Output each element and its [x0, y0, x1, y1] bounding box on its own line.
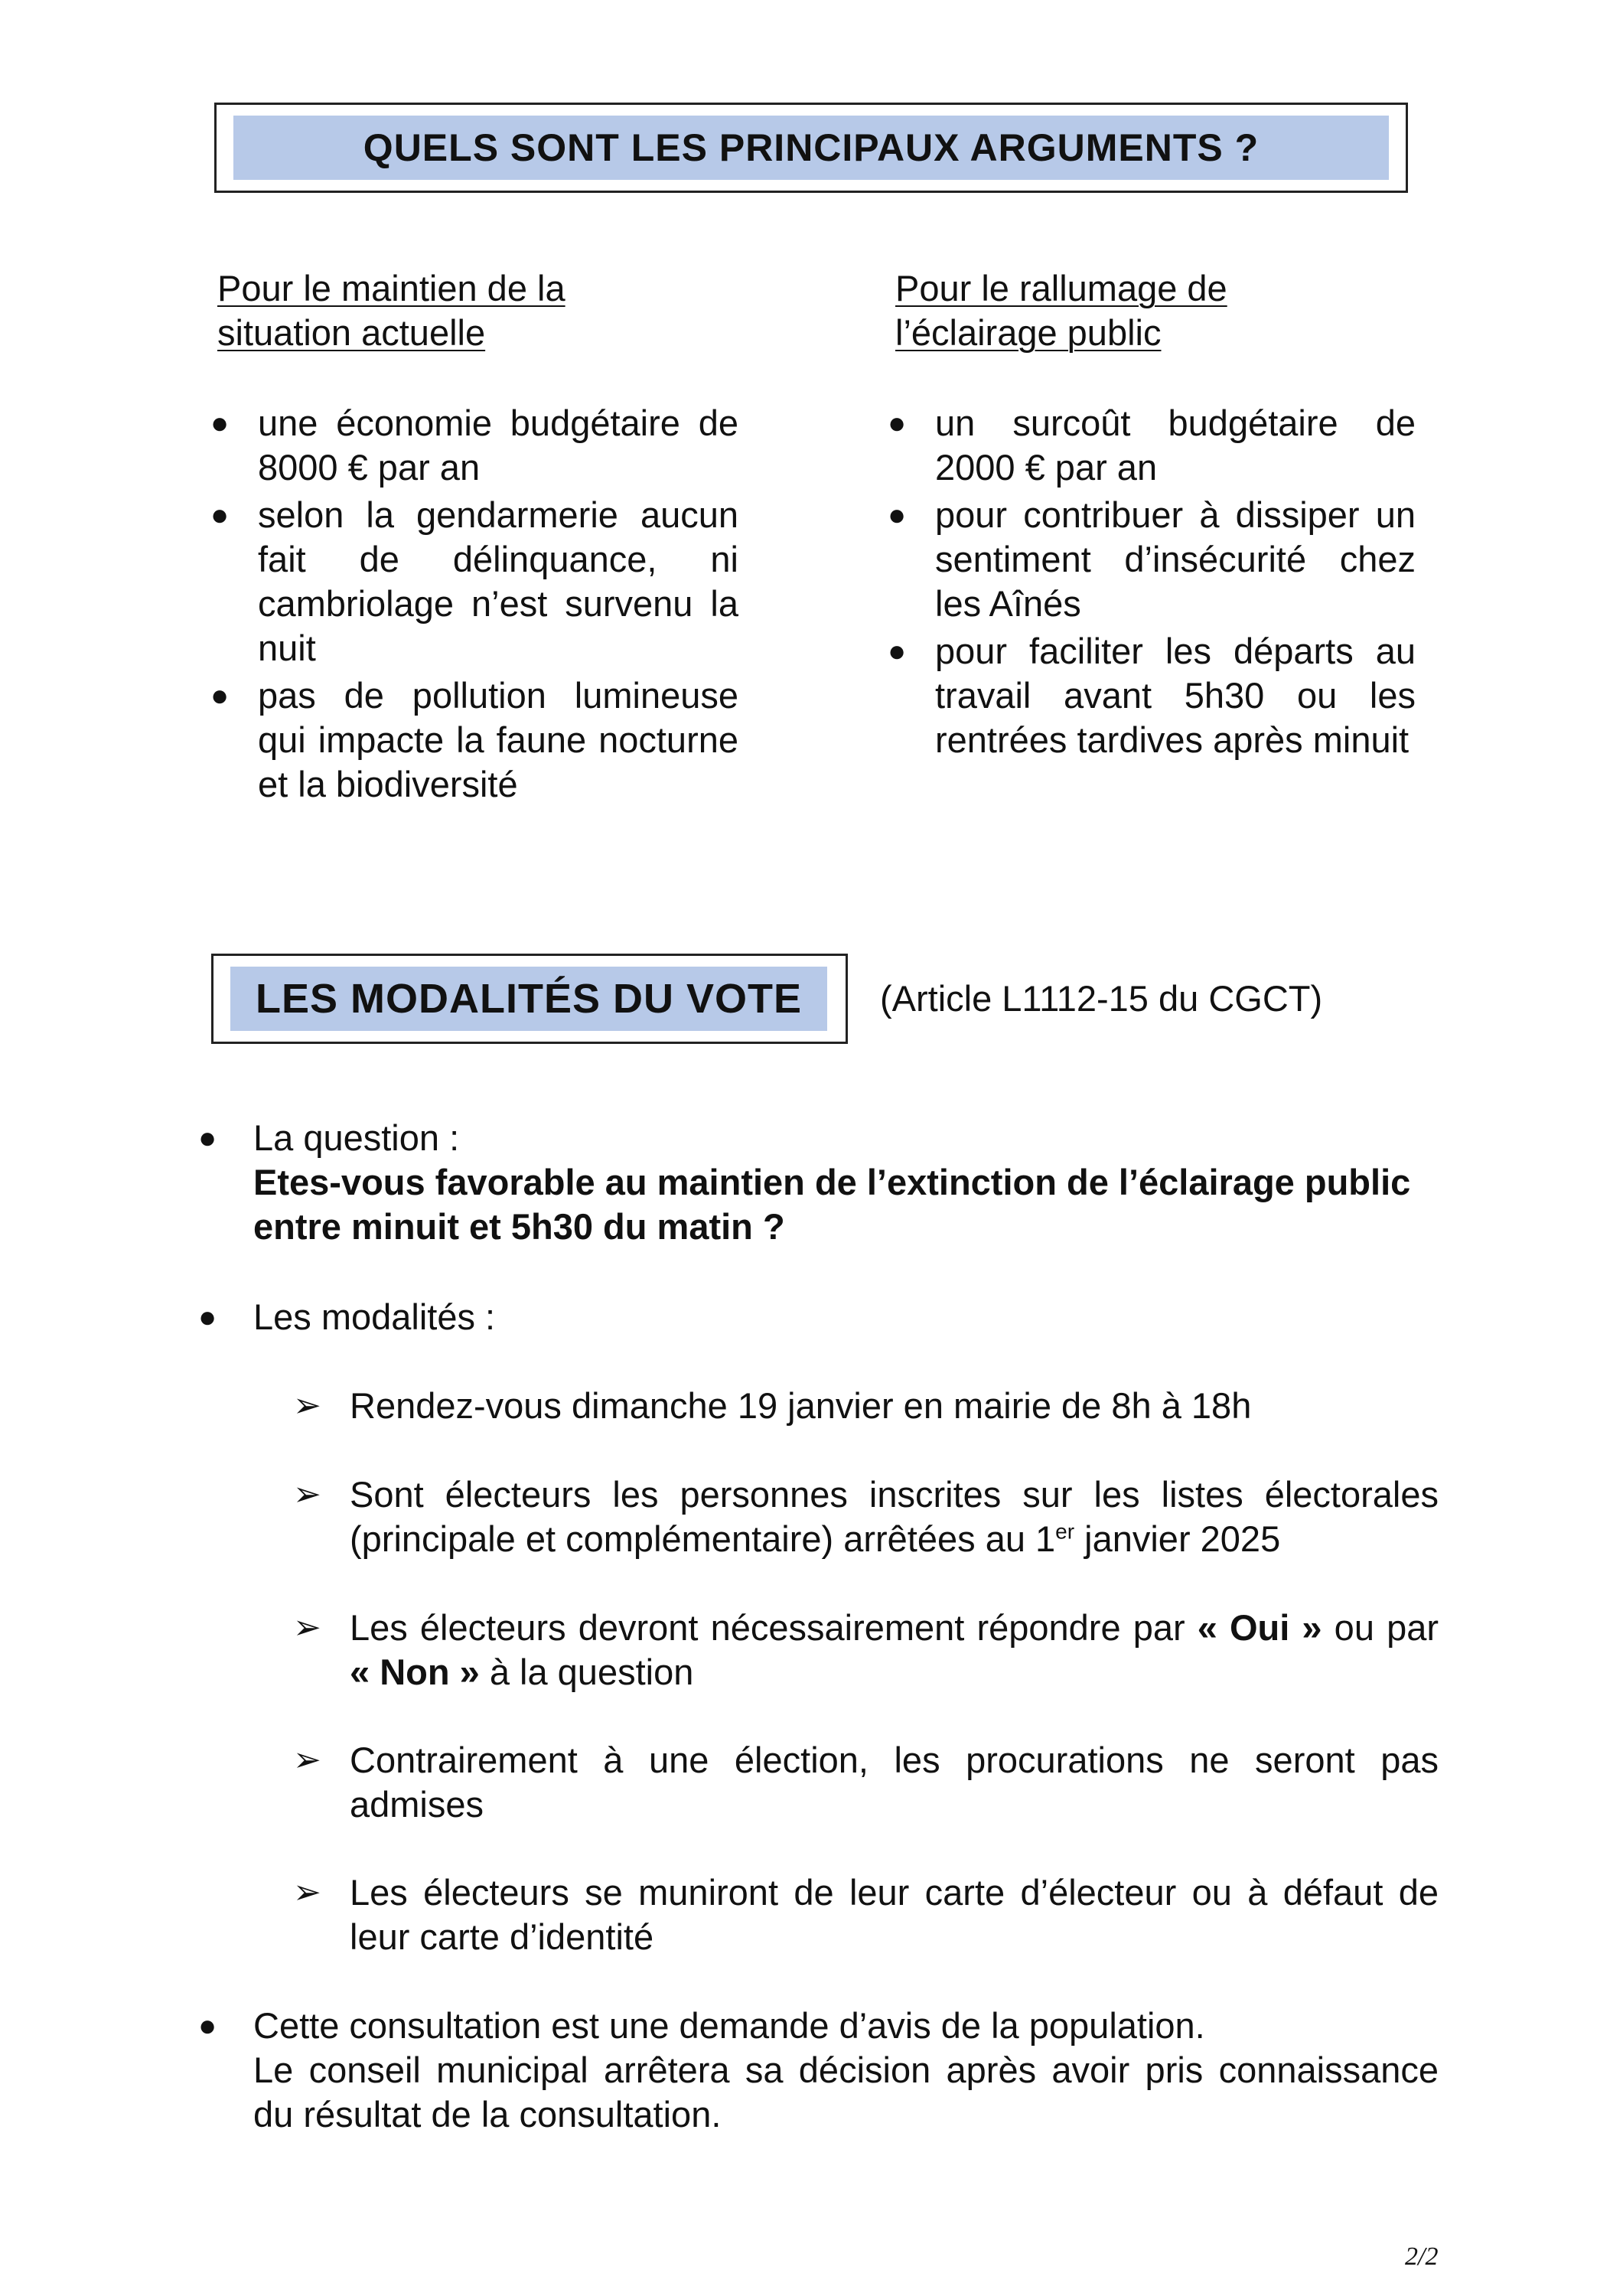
modality-item-3: ➢ Les électeurs devront nécessairement répondre par « Oui » ou par « Non » à la question: [293, 1607, 1439, 1692]
bullet-dot-icon: ●: [198, 2009, 217, 2043]
list-item: ● une économie budgétaire de 8000 € par an: [210, 403, 738, 488]
bullet-dot-icon: ●: [198, 1121, 217, 1155]
right-column-list: [888, 401, 1416, 765]
left-column-list: [210, 401, 738, 810]
list-item: ● selon la gendarmerie aucun fait de délinquance, ni cambriolage n’est survenu la nuit: [210, 494, 738, 668]
modality-item-4: ➢ Contrairement à une élection, les procurations ne seront pas admises: [293, 1740, 1439, 1825]
bullet-dot-icon: ●: [888, 634, 907, 668]
vote-heading: LES MODALITÉS DU VOTE: [230, 967, 827, 1031]
bullet-dot-icon: ●: [888, 406, 907, 440]
list-item: ● un surcoût budgétaire de 2000 € par an: [888, 403, 1416, 488]
list-item: ● pour faciliter les départs au travail avant 5h30 ou les rentrées tardives après minuit: [888, 631, 1416, 760]
bullet-dot-icon: ●: [198, 1300, 217, 1334]
modality-item-1: ➢ Rendez-vous dimanche 19 janvier en mairie de 8h à 18h: [350, 1384, 1439, 1428]
arrow-bullet-icon: ➢: [293, 1387, 321, 1424]
page-number: 2/2: [1405, 2242, 1439, 2271]
arrow-bullet-icon: ➢: [293, 1874, 321, 1911]
article-reference: (Article L1112-15 du CGCT): [880, 978, 1323, 1019]
bullet-dot-icon: ●: [210, 498, 230, 532]
modalities-label: Les modalités :: [253, 1296, 496, 1337]
arrow-bullet-icon: ➢: [293, 1741, 321, 1779]
conclusion-line-1: Cette consultation est une demande d’avis de la population.: [253, 2005, 1205, 2046]
question-item: [198, 1116, 1447, 1249]
right-column-title: Pour le rallumage de l’éclairage public: [895, 268, 1227, 353]
left-column-title: Pour le maintien de la situation actuelle: [217, 268, 565, 353]
question-label: La question :: [253, 1117, 460, 1158]
bullet-dot-icon: ●: [210, 406, 230, 440]
bullet-dot-icon: ●: [888, 498, 907, 532]
arrow-bullet-icon: ➢: [293, 1476, 321, 1513]
vote-heading-box: [211, 954, 848, 1044]
modality-item-2: ➢ Sont électeurs les personnes inscrites sur les listes électorales (principale et complémentaire) arrêtées au 1er janvier 2025: [293, 1474, 1439, 1559]
list-item: ● pas de pollution lumineuse qui impacte la faune nocturne et la biodiversité: [210, 675, 738, 804]
conclusion-line-2: Le conseil municipal arrêtera sa décision après avoir pris connaissance du résultat de la consultation.: [253, 2050, 1439, 2135]
arrow-bullet-icon: ➢: [293, 1609, 321, 1646]
bullet-dot-icon: ●: [210, 679, 230, 713]
arguments-heading: QUELS SONT LES PRINCIPAUX ARGUMENTS ?: [233, 116, 1389, 180]
conclusion-item: [198, 2004, 1439, 2137]
modalities-item: [198, 1295, 1447, 1339]
modality-item-5: ➢ Les électeurs se muniront de leur carte d’électeur ou à défaut de leur carte d’identité: [293, 1872, 1439, 1957]
question-text: Etes-vous favorable au maintien de l’extinction de l’éclairage public entre minuit et 5h30 du matin ?: [253, 1162, 1411, 1247]
arguments-heading-box: [214, 103, 1408, 193]
list-item: ● pour contribuer à dissiper un sentiment d’insécurité chez les Aînés: [888, 494, 1416, 624]
